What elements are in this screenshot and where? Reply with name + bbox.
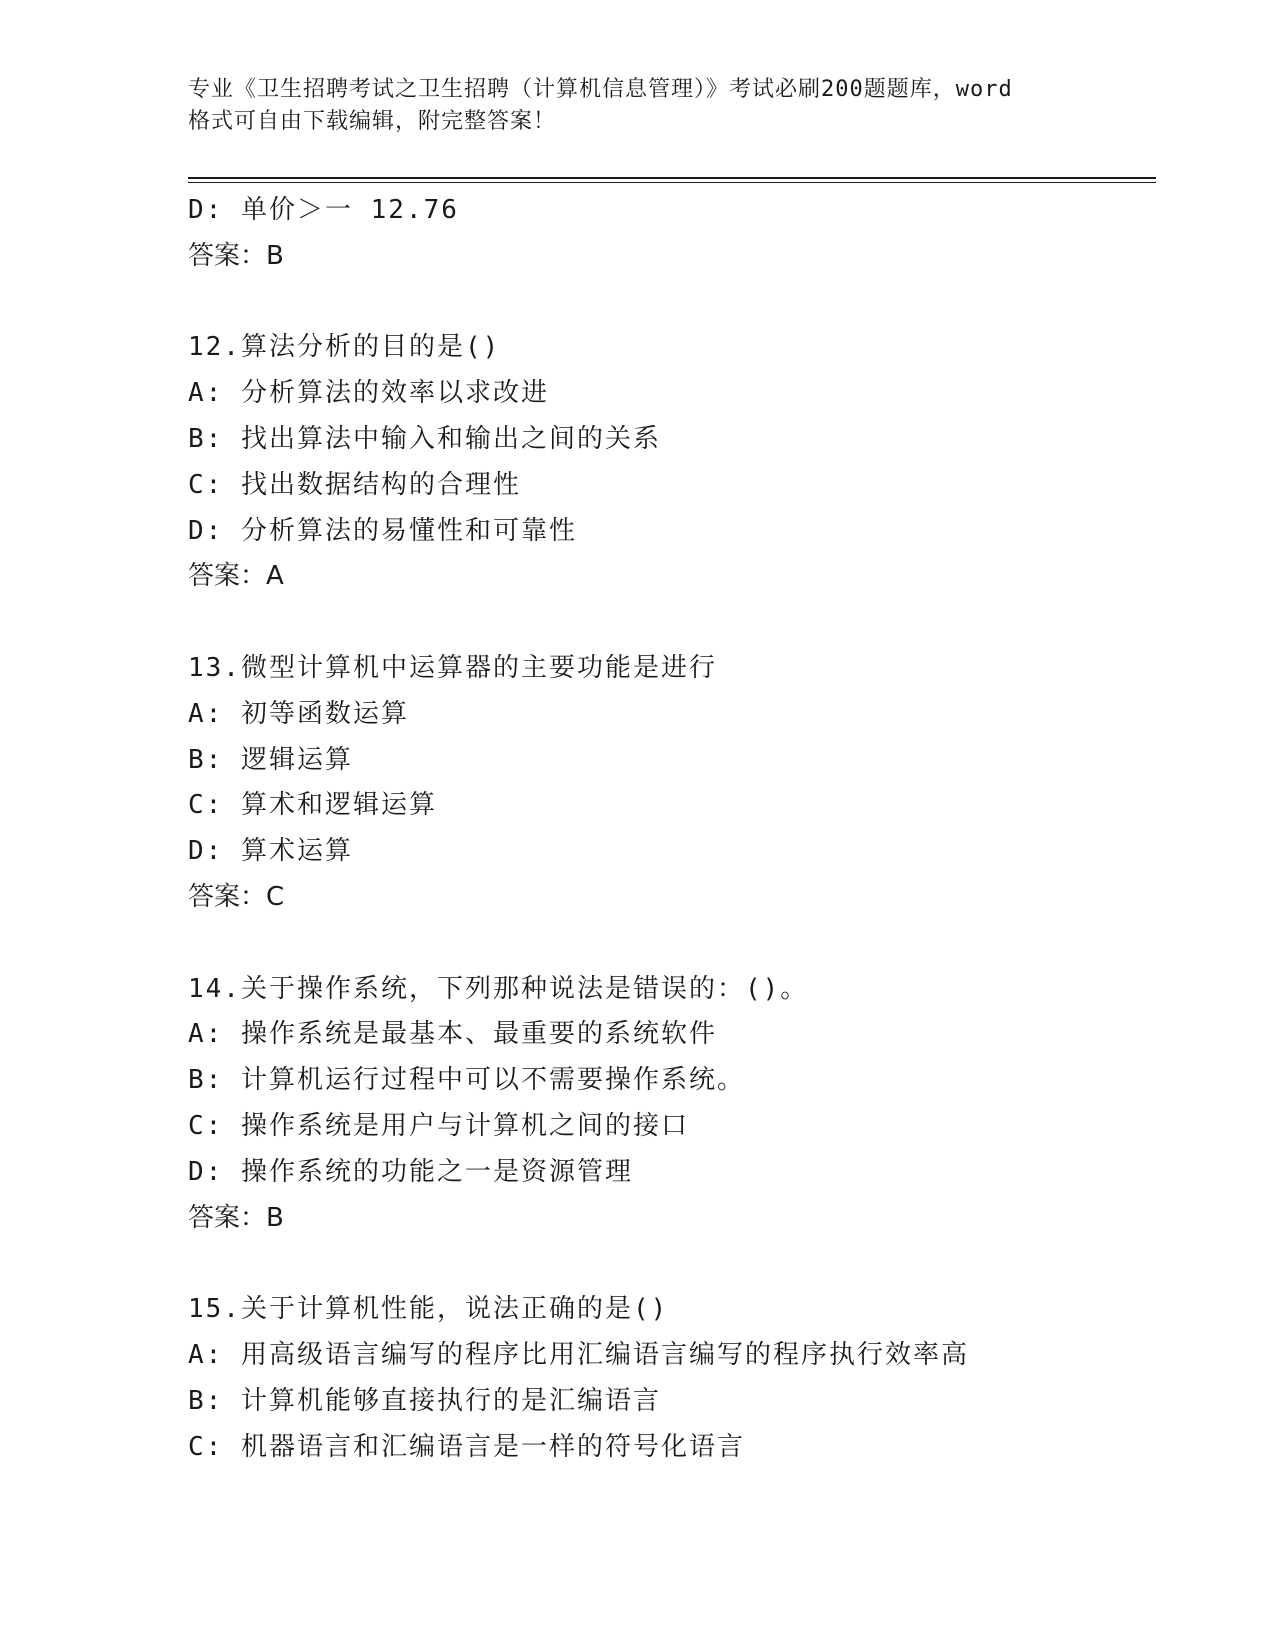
- question-stem: 14.关于操作系统，下列那种说法是错误的：()。: [188, 973, 809, 1004]
- option-c: C: 算术和逻辑运算: [188, 790, 437, 821]
- option-a: A: 用高级语言编写的程序比用汇编语言编写的程序执行效率高: [188, 1339, 969, 1370]
- header-rule-thin: [188, 182, 1156, 183]
- option-c: C: 找出数据结构的合理性: [188, 469, 521, 500]
- option-b: B: 计算机运行过程中可以不需要操作系统。: [188, 1065, 745, 1096]
- option-c: C: 操作系统是用户与计算机之间的接口: [188, 1110, 689, 1141]
- header-rule-thick: [188, 177, 1156, 179]
- spacer: [188, 1241, 1148, 1287]
- answer: 答案：C: [188, 881, 285, 912]
- option-b: B: 找出算法中输入和输出之间的关系: [188, 423, 661, 454]
- spacer: [188, 921, 1148, 967]
- question-stem: 13.微型计算机中运算器的主要功能是进行: [188, 652, 717, 683]
- option-d: D: 算术运算: [188, 836, 353, 867]
- answer: 答案：B: [188, 1202, 284, 1233]
- option-a: A: 初等函数运算: [188, 698, 409, 729]
- option-d: D: 操作系统的功能之一是资源管理: [188, 1156, 633, 1187]
- option-b: B: 逻辑运算: [188, 744, 353, 775]
- option-b: B: 计算机能够直接执行的是汇编语言: [188, 1385, 661, 1416]
- option-a: A: 分析算法的效率以求改进: [188, 378, 549, 409]
- question-15: [188, 1287, 1148, 1470]
- option-d: D: 分析算法的易懂性和可靠性: [188, 515, 577, 546]
- option-c: C: 机器语言和汇编语言是一样的符号化语言: [188, 1431, 745, 1462]
- option-a: A: 操作系统是最基本、最重要的系统软件: [188, 1019, 717, 1050]
- header-line-1: 专业《卫生招聘考试之卫生招聘（计算机信息管理）》考试必刷200题题库，word: [188, 77, 1013, 102]
- answer: 答案：B: [188, 240, 284, 271]
- answer: 答案：A: [188, 561, 284, 592]
- spacer: [188, 280, 1148, 326]
- question-12: [188, 325, 1148, 600]
- question-stem: 12.算法分析的目的是(): [188, 332, 501, 363]
- option-d: D: 单价＞一 12.76: [188, 195, 459, 225]
- question-14: [188, 967, 1148, 1242]
- document-header: [188, 74, 1088, 138]
- question-13: [188, 646, 1148, 921]
- question-content: [188, 188, 1148, 1470]
- header-line-2: 格式可自由下载编辑，附完整答案！: [188, 109, 557, 134]
- spacer: [188, 600, 1148, 646]
- question-stem: 15.关于计算机性能，说法正确的是(): [188, 1294, 669, 1325]
